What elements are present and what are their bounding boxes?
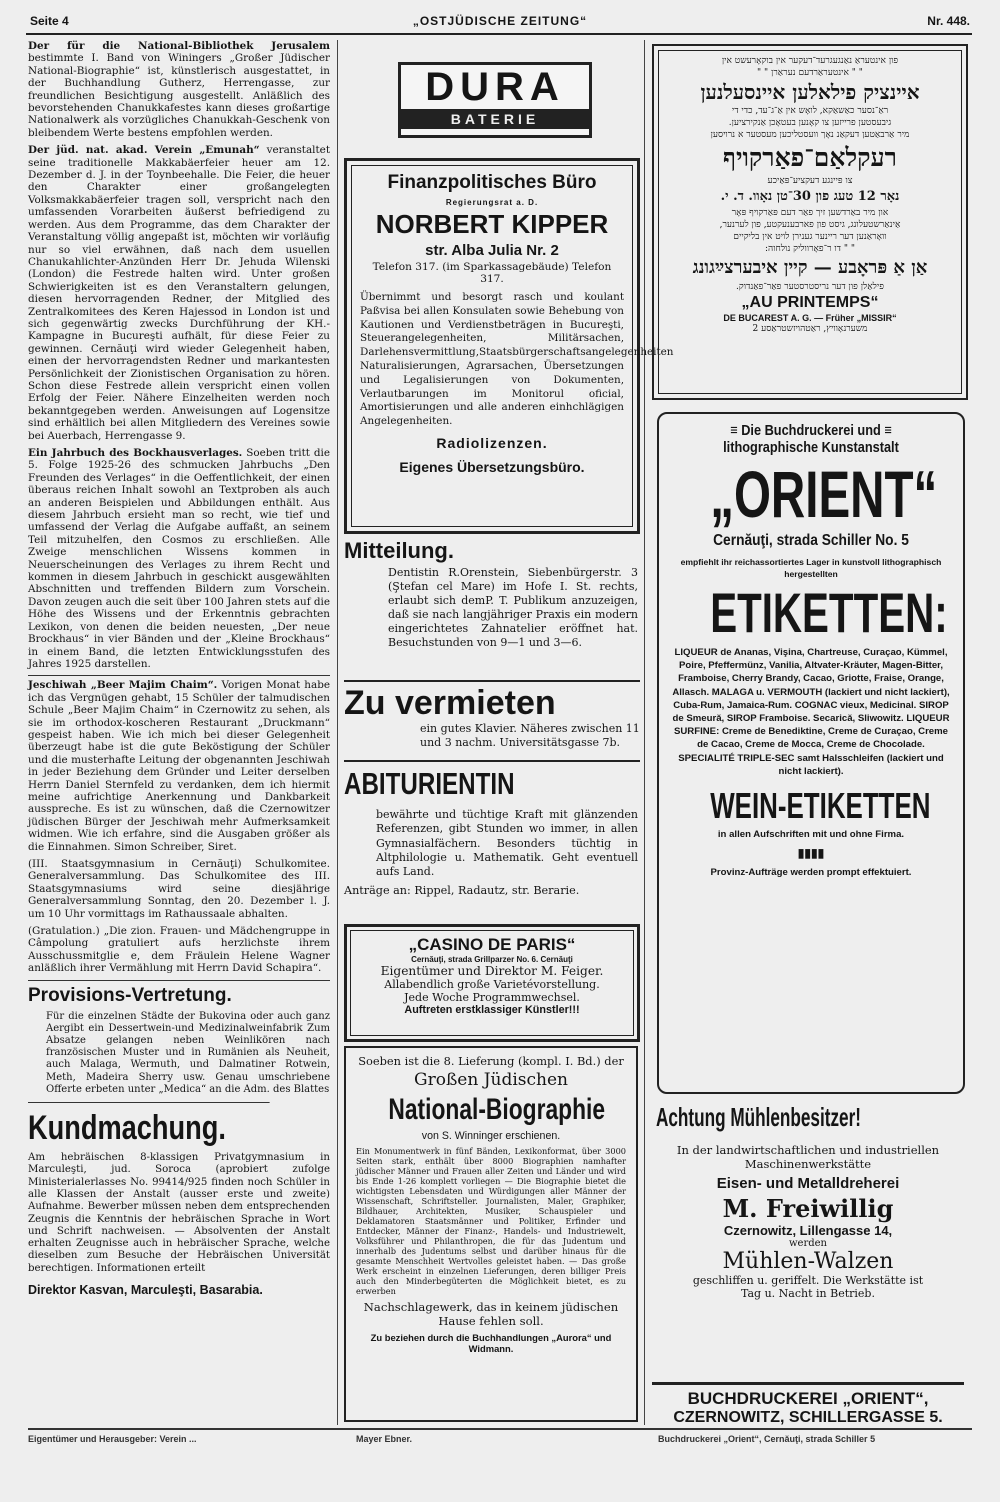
footer-mid: Mayer Ebner. (356, 1434, 413, 1444)
hebrew-line: " " דו ר־פאָרווליק נולחוה: (764, 244, 856, 254)
printemps-bucarest: DE BUCAREST A. G. — Früher „MISSIR“ (723, 313, 897, 323)
freiwillig-ad (652, 1102, 964, 1300)
biographie-reference: Nachschlagewerk, das in keinem jüdischen Hause fehlen soll. (363, 1300, 619, 1328)
hebrew-line: צו פּיינגע דעקציע־פּאַיכע (767, 176, 853, 186)
kipper-radio: Radiolizenzen. (436, 434, 548, 451)
casino-heading: „CASINO DE PARIS“ (408, 935, 576, 954)
orient-recommend: empfiehlt ihr reichassortiertes Lager in kunstvoll lithographisch hergestellten (680, 557, 942, 579)
kipper-translation: Eigenes Übersetzungsbüro. (399, 458, 585, 475)
orient-provinz: Provinz-Aufträge werden prompt effektuiert. (710, 867, 912, 879)
dura-ad (398, 62, 592, 138)
article-body: Soeben tritt die 5. Folge 1925-26 des schmucken Jahrbuchs „Den Freunden des Verlages“ in die Oeffentlichkeit, der einen überaus reichen Inhalt sowohl an Textproben als auch an anderen Beispielen und Abbildungen enthält. Aus diesem Jahrbuch ersieht man so recht, wie tief und umfassend der Verlag die Aufgabe auffaßt, an seinem Teil mitzuhelfen, den Cosmos zu erschließen. Alle Zweige menschlichen Wissens kommen in Neuerscheinungen des Verlages zu ihrem Recht und kommen in diesem Jahrbuch in geschickt ausgewählten Abschnitten und treffenden Bildern zum Vorschein. Davon zeugen auch die seit über 100 Jahren stets auf die Höhe des Wissens und der Erkenntnis gebrachten Lexikon, von denen die beiden neuesten, „Der neue Brockhaus“ in vier Bänden und der „Kleine Brockhaus“ in einem Band, die letzten Entwicklungsstufen des Jahres 1925 darstellen. (28, 447, 330, 670)
hebrew-heading: אַן אַ פּראָבע — קיין איבערצײַגונג (692, 257, 928, 278)
abiturientin-heading: ABITURIENTIN (344, 766, 515, 801)
column-divider-2 (644, 40, 645, 1425)
muehl-walzen: Mühlen-Walzen (722, 1249, 894, 1274)
page-header (30, 14, 970, 32)
newspaper-title: „OSTJÜDISCHE ZEITUNG“ (412, 14, 588, 28)
article-emunah (28, 144, 330, 442)
page-footer (28, 1428, 972, 1444)
article-lead: Jeschiwah „Beer Majim Chaim“. (28, 679, 218, 692)
muehl-werden: werden (788, 1238, 828, 1249)
article-body: bestimmte I. Band von Winingers „Großer Jüdischer National-Biographie“ ist, künstlerisch ausgestattet, in der Buchhandlung Gutherz, Herrengasse, zur freundlichen Besichtigung ausgestellt. Anläßlich des bevorstehenden Chanukkafestes kann dieses großartige Nationalwerk als vorzügliches Chanukkah-Geschenk von bleibendem Werte bestens empfohlen werden. (28, 52, 330, 139)
orient-ad (657, 412, 965, 1094)
muehl-text-3: geschliffen u. geriffelt. Die Werkstätte ist Tag u. Nacht in Betrieb. (692, 1274, 924, 1300)
separator (344, 680, 640, 682)
kipper-phone: Telefon 317. (im Sparkassagebäude) Telefon 317. (372, 261, 612, 285)
issue-number: Nr. 448. (927, 14, 970, 28)
hebrew-line: " " אינטעראַרדעם נעראַרן " " (757, 68, 863, 78)
hebrew-line: פילאַלן פון דער נריסטרסטער פאַר־פאַנדוק. (736, 282, 884, 292)
biographie-ad (344, 1046, 638, 1422)
vermieten-text: ein gutes Klavier. Näheres zwischen 11 und 3 nachm. Universitätsgasse 7b. (420, 722, 640, 749)
wein-etiketten-heading: WEIN-ETIKETTEN (710, 785, 931, 827)
etiketten-heading: ETIKETTEN: (710, 581, 948, 644)
column-divider-1 (337, 40, 338, 1425)
article-gratulation: (Gratulation.) „Die zion. Frauen- und Mädchengruppe in Câmpolung gratuliert aufs herzlichste ihrem Ausschussmitglie e, dem Fräulein Helene Wagner anläßlich ihrer Vermählung mit Herrn David Schapira“. (28, 925, 330, 975)
article-staatsgymnasium: (III. Staatsgymnasium in Cernăuţi) Schulkomitee. Generalversammlung. Das Schulkomitee des III. Staatsgymnasiums wird seine diesjährige Generalversammlung Sonntag, den 20. Dezember l. J. um 10 Uhr vormittags im Rathaussaale abhalten. (28, 858, 330, 920)
hebrew-line: און מיר באַרדשען זיך פאַר דעם פּאַרקויף פּאָר (731, 208, 889, 218)
article-national-bibliothek (28, 40, 330, 139)
kipper-services: Übernimmt und besorgt rasch und koulant Paßvisa bei allen Konsulaten sowie Behebung von Kautionen und Verdienstbeträgen in Bucureşti, Steuerangelegenheiten, Militärsachen, Darlehensvermittlung,Staatsbürgerschaftsangelegenheiten Naturalisierungen, Agrarsachen, Übersetzungen und Legalisierungen von Dokumenten, Verlautbarungen im Monitorul oficial, Amortisierungen und alle anderen einhchlägigen Angelegenheiten. (360, 291, 674, 428)
ornament-mark: ▮▮▮▮ (797, 846, 825, 861)
muehl-metalldreherei: Eisen- und Metalldreherei (716, 1175, 900, 1192)
kipper-heading: Finanzpolitisches Büro (387, 172, 597, 193)
biographie-title: National-Biographie (388, 1093, 606, 1126)
orient-address: Cernăuţi, strada Schiller No. 5 (713, 532, 909, 549)
abiturientin-contact: Anträge an: Rippel, Radautz, str. Berarie. (344, 884, 580, 897)
footer-right: Buchdruckerei „Orient“, Cernăuţi, strada Schiller 5 (658, 1434, 876, 1444)
kundmachung-text: Am hebräischen 8-klassigen Privatgymnasium in Marculeşti, jud. Soroca (aprobiert zufolge Ministerialerlasses No. 99414/925 finden noch Schüler in alle Klassen der Anstalt (ausser erste und zweite) Aufnahme. Bewerber müssen neben dem entsprechenden Zeugnis die Kenntnis der hebräischen Sprache in Wort und Schrift nachweisen. — Absolventen der Anstalt erhalten Zeugnisse auch in hebräischer Sprache, welche dieselben zum Besuche der Hebräischen Universität berechtigen. Informationen erteilt (28, 1152, 330, 1274)
provisions-heading: Provisions-Vertretung. (28, 980, 330, 1007)
casino-show: Allabendlich große Varietévorstellung. (384, 978, 600, 991)
orient-imprint (652, 1382, 964, 1427)
wein-etiketten-text: in allen Aufschriften mit und ohne Firma. (717, 829, 905, 841)
hebrew-line: אַינאַרשטעלונג, גיסט פון פארבענעקטע, פון לערנער, (719, 220, 901, 230)
abiturientin-text: bewährte und tüchtige Kraft mit glänzenden Referenzen, gibt Stunden wo immer, in allen Gymnasialfächern. Besonders tüchtig in Altphilologie u. Mathematik. Geht eventuell aufs Land. (376, 808, 638, 879)
biographie-subtitle: Großen Jüdischen (414, 1070, 568, 1090)
dura-logo-text: DURA (425, 65, 565, 109)
hebrew-heading: איינציק פילאלען איינסעלנען (700, 80, 920, 104)
biographie-text: Ein Monumentwerk in fünf Bänden, Lexikonformat, über 3000 Seiten stark, enthält über 8000 Biographien namhafter jüdischer Männer und Frauen aller Zeiten und Länder und wird bis Ende 1-26 komplett vorliegen — Die Biographie bietet die wichtigsten Lebensdaten und Würdigungen aller Männer der Wissenschaft, Schriftsteller. Journalisten, Maler, Graphiker, Bildhauer, Architekten, Musiker, Schauspieler und Deklamatoren Staatsmänner und Politiker, Erfinder und Entdecker, Männer der Finanz-, Handels- und Industriewelt, Volksführer und Philanthropen, die für das Judentum und innerhalb des Judentums selbst und darüber hinaus für die gesamte Menschheit Wertvolles geleistet haben. — Das große Werk erscheint in einzelnen Lieferungen, deren billiger Preis auch den Minderbegüterten die Möglichkeit bietet, es zu erwerben (356, 1146, 626, 1296)
biographie-intro: Soeben ist die 8. Lieferung (kompl. I. Bd.) der (358, 1054, 624, 1068)
casino-ad (344, 924, 640, 1042)
hebrew-heading: רעקלאַם־פאַרקויף (723, 143, 897, 172)
kipper-ad (344, 158, 674, 534)
article-body: Vorigen Monat habe ich das Vergnügen gehabt, 15 Schüler der talmudischen Schule „Beer Majim Chaim“ in Czernowitz zu sehen, als sie im orthodox-koscheren Restaurant „Druckmann“ gespeist haben. Wie ich mich bei dieser Gelegenheit überzeugt habe ist die gute Beköstigung der Schüler und die musterhafte Leitung der obgenannten Jeschiwah in jeder Beziehung dem Gründer und Leiter derselben Herrn Daniel Sternfeld zu verdanken, dem ich hiermit meine aufrichtige Anerkennung und Dankbarkeit ausspreche. Es ist zu wünschen, daß die Czernowitzer jüdischen Bürger der Jeschiwah mehr Aufmerksamkeit widmen. Wie ich erfahre, sind die Ausgaben größer als die Einnahmen. Simon Schreiber, Siret. (28, 679, 330, 853)
hebrew-line: נאָר 12 טעג פון 30־טן נאָוו. ד. י. (720, 189, 900, 204)
hebrew-line: משערנאָוויץ, ראַטהויזשטראַסע 2 (752, 324, 868, 334)
kundmachung-signature: Direktor Kasvan, Marculeşti, Basarabia. (28, 1283, 263, 1298)
article-lead: Der jüd. nat. akad. Verein „Emunah“ (28, 144, 260, 157)
printemps-ad (652, 44, 968, 400)
article-lead: Ein Jahrbuch des Bockhausverlages. (28, 447, 243, 459)
kipper-address: str. Alba Julia Nr. 2 (425, 242, 559, 259)
article-jeschiwah (28, 675, 330, 853)
muehl-address: Czernowitz, Lillengasse 14, (723, 1223, 893, 1238)
vermieten-heading: Zu vermieten (344, 684, 556, 722)
dura-logo-subtext: BATERIE (401, 109, 589, 129)
etiketten-list: LIQUEUR de Ananas, Vişina, Chartreuse, Curaçao, Kümmel, Poire, Pfeffermünz, Vanilia, Altvater-Kräuter, Magen-Bitter, Framboise, Cherry Brandy, Cacao, Griotte, Fraise, Orange, Allasch. MALAGA u. VERMOUTH (lackiert und nicht lackiert), Cuba-Rum, Jamaica-Rum. COGNAC vieux, Medicinal. SIROP de Smeură, SIROP Framboise. Secarică, Sliwowitz. LIQUEUR SURFINE: Creme de Benediktine, Creme de Curaçao, Creme de Cacao, Creme de Mocca, Creme de Chocolade. SPECIALITÉ TRIPLE-SEC samt Halsschleifen (lackiert und nicht lackiert). (672, 647, 950, 777)
hebrew-line: גיבעסטען פרייזען צו קאָנען בעטאָכן אַנקירציען. (728, 118, 892, 128)
muehl-heading: Achtung Mühlenbesitzer! (656, 1102, 861, 1132)
hebrew-line: מיר אַרבאַטען דעקאַנ נאָך וועסטליכען מעסטער א נרויסען (710, 130, 910, 140)
news-column (28, 40, 330, 1297)
muehl-text-1: In der landwirtschaftlichen und industriellen Maschinenwerkstätte (676, 1143, 940, 1171)
article-lead: Der für die National-Bibliothek Jerusalem (28, 40, 330, 52)
kipper-name: NORBERT KIPPER (375, 209, 609, 239)
article-brockhaus (28, 447, 330, 670)
casino-artists: Auftreten erstklassiger Künstler!!! (404, 1004, 580, 1016)
page-label: Seite 4 (30, 14, 69, 28)
casino-address: Cernăuţi, strada Grillparzer No. 6. Cernăuţi (411, 955, 573, 964)
mitteilung-heading: Mitteilung. (344, 538, 454, 563)
casino-program: Jede Woche Programmwechsel. (404, 991, 580, 1004)
kipper-title: Regierungsrat a. D. (445, 198, 539, 207)
kundmachung-heading: Kundmachung. (28, 1102, 270, 1148)
provisions-text: Für die einzelnen Städte der Bukovina oder auch ganz Aergibt ein Dessertwein-und Medizinalweinfabrik Zum Absatze gelangen neben Weinlikören nach französischen Muster und in Rumänien als Neuheit, auch Malaga, Wermuth, und Dalmatiner Rotwein, Meth, Madeira Sherry usw. Genau umschriebene Offerte erbeten unter „Medica“ an die Adm. des Blattes (46, 1010, 330, 1095)
footer-left: Eigentümer und Herausgeber: Verein ... (28, 1434, 197, 1444)
muehl-name: M. Freiwillig (722, 1194, 894, 1223)
orient-name: „ORIENT“ (710, 457, 938, 531)
imprint-line-1: BUCHDRUCKEREI „ORIENT“, (687, 1389, 929, 1408)
mitteilung-text: Dentistin R.Orenstein, Siebenbürgerstr. 3 (Ştefan cel Mare) im Hofe I. St. rechts, erlaubt sich demP. T. Publikum anzuzeigen, daß sie nach langjähriger Praxis ein modern eingerichtetes Zahnatelier eröffnet hat. Besuchstunden von 9—1 und 3—6. (388, 566, 638, 649)
biographie-author: von S. Winninger erschienen. (421, 1130, 561, 1142)
imprint-line-2: CZERNOWITZ, SCHILLERGASSE 5. (673, 1409, 943, 1426)
article-body: veranstaltet seine traditionelle Makkabäerfeier heuer am 12. Dezember d. J. in der Toynbeehalle. Die Feier, die heuer den Charakter einer großangelegten Volksmakkabäerfeier tragen soll, verspricht nach den umfassenden Vorarbeiten äußerst befriedigend zu werden. Aus dem Programme, das dem Charakter der Veranstaltung völlig angepaßt ist, möchten wir vorläufig nur so viel erwähnen, daß nach dem usuellen Chanukahlichter-Anzünden Herr Dr. Jehuda Wilenski (London) die Festrede halten wird. Unter großen Schwierigkeiten ist es den Veranstaltern gelungen, diesen hervorragenden Redner, der Mitglied des Zentralkomitees des Keren Hajessod in London ist und sich gegenwärtig zwecks Durchführung der KH.-Kampagne in Bucureşti aufhält, für diese Feier zu gewinnen. Cernăuţi wird wieder Gelegenheit haben, einen der hervorragendsten Redner und markantesten Persönlichkeit der Zionistischen Organisation zu hören. Schon diese Festrede allein verspricht einen vollen Erfolg der Feier. Nähere Einzelheiten werden noch bekanntgegeben werden. Anweisungen auf Logensitze sind erhältlich bei allen Mitgliedern des Vereines sowie bei Auerbach, Herrengasse 9. (28, 144, 330, 442)
header-rule (26, 33, 972, 35)
biographie-stores: Zu beziehen durch die Buchhandlungen „Aurora“ und Widmann. (370, 1332, 612, 1354)
separator (344, 760, 640, 762)
printemps-name: „AU PRINTEMPS“ (741, 294, 879, 311)
hebrew-line: וואָראַנען דער ריינער גענירן לויט אין בליקיים (733, 232, 887, 242)
orient-heading-2: lithographische Kunstanstalt (723, 439, 899, 456)
casino-owner: Eigentümer und Direktor M. Feiger. (380, 964, 604, 978)
hebrew-line: פון אינטעראַ נאַנגעגרעד־דעקער אין בוקאָרעשט אין (721, 56, 899, 66)
orient-heading-1: ≡ Die Buchdruckerei und ≡ (730, 422, 892, 439)
hebrew-line: ראַ־נסער כאַשאַקא, לואָש אין אַ־ג־עד, כדי די (731, 106, 889, 116)
